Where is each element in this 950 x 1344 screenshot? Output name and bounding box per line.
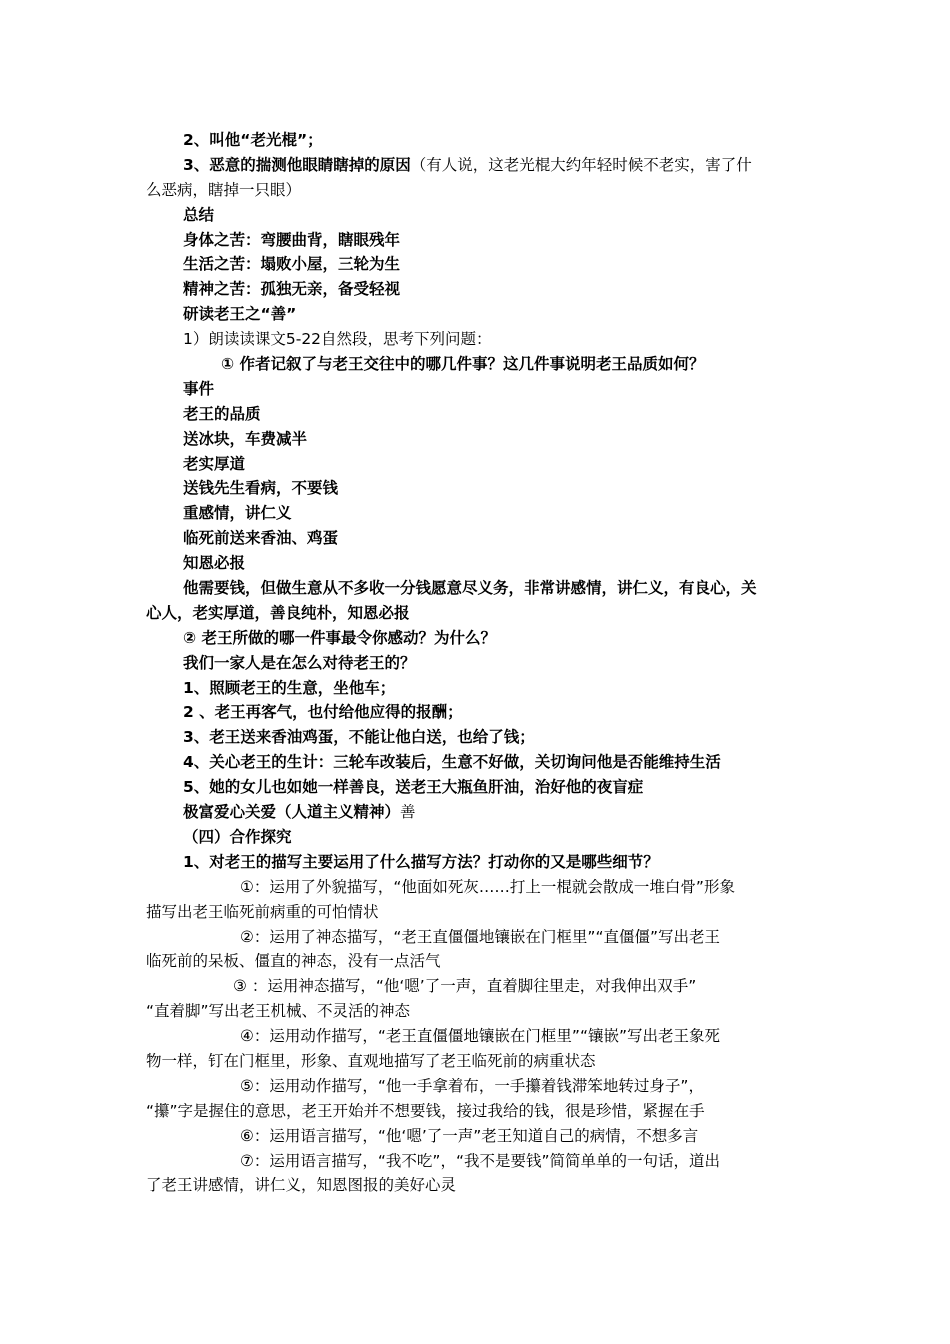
text-line: 3、老王送来香油鸡蛋，不能让他白送，也给了钱； (183, 728, 535, 747)
text-line: 总结 (183, 205, 215, 224)
text-line: 1、对老王的描写主要运用了什么描写方法？打动你的又是哪些细节？ (183, 852, 659, 871)
text-line: 5、她的女儿也如她一样善良，送老王大瓶鱼肝油，治好他的夜盲症 (183, 778, 644, 797)
text-line: 我们一家人是在怎么对待老王的？ (183, 653, 416, 672)
text-line: 1、照顾老王的生意，坐他车； (183, 678, 396, 697)
text-run: （有人说，这老光棍大约年轻时候不老实，害了什 (410, 155, 752, 174)
text-line: ②：运用了神态描写，“老王直僵僵地镶嵌在门框里”“直僵僵”写出老王 (240, 927, 721, 946)
text-run: 善 (400, 803, 416, 822)
text-line: ⑥：运用语言描写，“他‘嗯’了一声”老王知道自己的病情，不想多言 (240, 1126, 699, 1145)
text-line: 精神之苦：孤独无亲，备受轻视 (183, 280, 401, 299)
text-line: 2、叫他“老光棍”； (183, 131, 323, 149)
text-line: ② 老王所做的哪一件事最令你感动？为什么？ (183, 628, 497, 647)
text-line: 2 、老王再客气，也付给他应得的报酬； (183, 703, 463, 722)
text-line: ④：运用动作描写，“老王直僵僵地镶嵌在门框里”“镶嵌”写出老王象死 (240, 1027, 721, 1046)
text-line: “攥”字是握住的意思，老王开始并不想要钱，接过我给的钱，很是珍惜，紧握在手 (146, 1101, 705, 1120)
text-line (146, 800, 806, 825)
text-line (146, 153, 806, 178)
text-line: 了老王讲感情，讲仁义，知恩图报的美好心灵 (146, 1176, 457, 1195)
text-line: 重感情，讲仁义 (183, 504, 292, 523)
text-line: 送钱先生看病，不要钱 (183, 479, 339, 498)
text-line: （四）合作探究 (183, 827, 292, 846)
text-line: ① 作者记叙了与老王交往中的哪几件事？这几件事说明老王品质如何？ (221, 355, 705, 374)
text-line: 老实厚道 (183, 454, 246, 473)
text-line: 么恶病，瞎掉一只眼） (146, 180, 302, 199)
text-line: 临死前的呆板、僵直的神态，没有一点活气 (146, 952, 441, 971)
text-line: “直着脚”写出老王机械、不灵活的神态 (146, 1002, 411, 1021)
text-line: 事件 (183, 379, 215, 398)
document-body (146, 128, 806, 1198)
text-line: 临死前送来香油、鸡蛋 (183, 529, 339, 548)
text-line: 送冰块，车费减半 (183, 429, 308, 448)
text-line: 老王的品质 (183, 404, 261, 423)
text-line: ⑦：运用语言描写，“我不吃”，“我不是要钱”简简单单的一句话，道出 (240, 1151, 721, 1170)
text-line: 研读老王之“善” (183, 305, 297, 324)
text-run: 极富爱心关爱（人道主义精神） (183, 803, 401, 822)
text-line: 1）朗读读课文5-22自然段，思考下列问题： (183, 330, 492, 349)
text-line: 生活之苦：塌败小屋，三轮为生 (183, 255, 401, 274)
text-line: ⑤：运用动作描写，“他一手拿着布，一手攥着钱滞笨地转过身子”， (240, 1076, 704, 1095)
text-line: 身体之苦：弯腰曲背，瞎眼残年 (183, 230, 401, 249)
text-line: 描写出老王临死前病重的可怕情状 (146, 902, 379, 921)
text-line: 4、关心老王的生计：三轮车改装后，生意不好做，关切询问他是否能维持生活 (183, 753, 721, 772)
text-line: 心人，老实厚道，善良纯朴，知恩必报 (146, 603, 410, 622)
text-line: 物一样，钉在门框里，形象、直观地描写了老王临死前的病重状态 (146, 1051, 596, 1070)
text-line: 知恩必报 (183, 554, 246, 573)
text-line: 他需要钱，但做生意从不多收一分钱愿意尽义务，非常讲感情，讲仁义，有良心，关 (183, 579, 757, 598)
text-line: ③ ：运用神态描写，“他‘嗯’了一声，直着脚往里走，对我伸出双手” (233, 977, 697, 996)
text-line: ①：运用了外貌描写，“他面如死灰……打上一棍就会散成一堆白骨”形象 (240, 877, 735, 896)
text-run: 3、恶意的揣测他眼睛瞎掉的原因 (183, 155, 411, 174)
